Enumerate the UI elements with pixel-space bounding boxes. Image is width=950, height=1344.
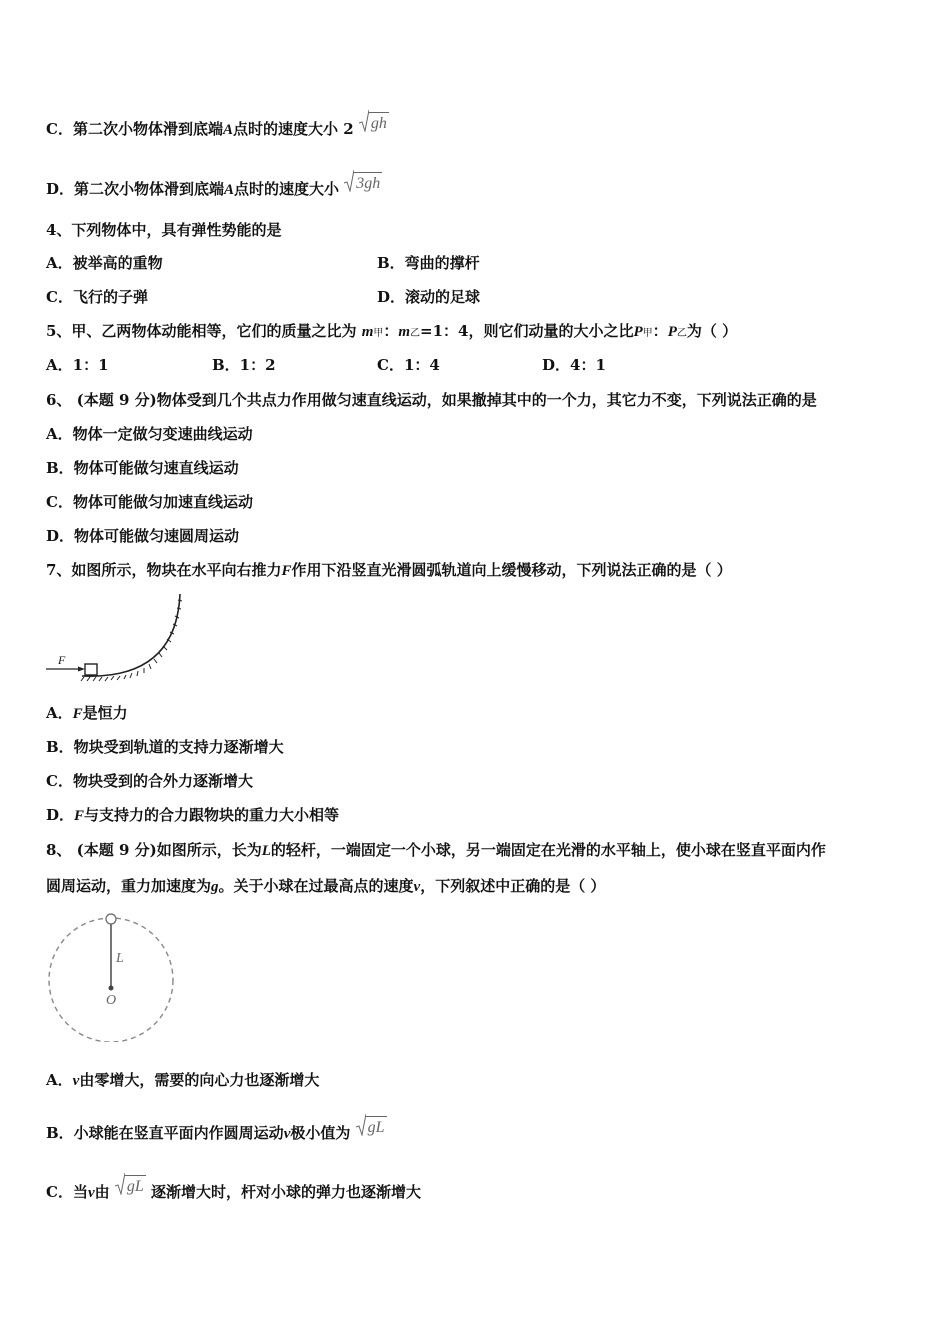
stem-text: ，下列叙述中正确的是（ ） bbox=[420, 877, 606, 895]
q4-option-a[interactable]: A．被举高的重物 bbox=[46, 254, 163, 272]
center-label: O bbox=[106, 993, 117, 1008]
q6-stem: 6、 (本题 9 分)物体受到几个共点力作用做匀速直线运动，如果撤掉其中的一个力，其它力不变，下列说法正确的是 bbox=[46, 391, 817, 409]
option-text: 点时的速度大小 2 bbox=[232, 120, 354, 138]
colon: ： bbox=[652, 322, 668, 340]
q8-option-c[interactable] bbox=[46, 1175, 421, 1204]
q4-option-c[interactable]: C．飞行的子弹 bbox=[46, 288, 148, 306]
sqrt-radicand: gL bbox=[366, 1116, 387, 1139]
subscript: 乙 bbox=[410, 328, 421, 339]
stem-text: 作用下沿竖直光滑圆弧轨道向上缓慢移动，下列说法正确的是（ ） bbox=[291, 561, 732, 579]
q8-figure-circle bbox=[46, 908, 178, 1042]
option-text: 是恒力 bbox=[82, 704, 128, 722]
pivot bbox=[109, 986, 114, 991]
option-text: D．第二次小物体滑到底端 bbox=[46, 180, 225, 198]
q7-option-a[interactable] bbox=[46, 702, 128, 725]
q6-option-a[interactable]: A．物体一定做匀变速曲线运动 bbox=[46, 425, 253, 443]
velocity-symbol: v bbox=[72, 1073, 80, 1089]
mass-symbol: m bbox=[361, 324, 374, 340]
arrow-head-icon bbox=[78, 667, 85, 672]
q7-option-d[interactable] bbox=[46, 804, 339, 827]
mass-symbol: m bbox=[398, 324, 411, 340]
option-text: B．小球能在竖直平面内作圆周运动 bbox=[46, 1124, 284, 1142]
q5-stem bbox=[46, 320, 737, 345]
q8-option-a[interactable] bbox=[46, 1069, 319, 1092]
subscript: 乙 bbox=[676, 328, 687, 339]
option-text: D． bbox=[46, 806, 75, 824]
stem-text: 。关于小球在过最高点的速度 bbox=[218, 877, 414, 895]
option-text: A． bbox=[46, 1071, 73, 1089]
stem-text: 8、 (本题 9 分)如图所示，长为 bbox=[46, 841, 262, 859]
stem-text: 7、如图所示，物块在水平向右推力 bbox=[46, 561, 282, 579]
option-text: 极小值为 bbox=[290, 1124, 351, 1142]
q7-option-b[interactable]: B．物块受到轨道的支持力逐渐增大 bbox=[46, 738, 284, 756]
colon: ： bbox=[383, 322, 399, 340]
sqrt-expression bbox=[356, 1116, 387, 1139]
option-text: 与支持力的合力跟物块的重力大小相等 bbox=[84, 806, 340, 824]
radical-sign-icon bbox=[115, 1173, 125, 1195]
q5-option-c[interactable]: C．1：4 bbox=[377, 356, 440, 374]
q5-option-b[interactable]: B．1：2 bbox=[212, 356, 276, 374]
option-text: A． bbox=[46, 704, 73, 722]
q6-option-c[interactable]: C．物体可能做匀加速直线运动 bbox=[46, 493, 253, 511]
rod-length-label: L bbox=[116, 951, 124, 966]
stem-text: 的轻杆，一端固定一个小球，另一端固定在光滑的水平轴上，使小球在竖直平面内作 bbox=[270, 841, 826, 859]
q8-stem-line2 bbox=[46, 875, 605, 898]
option-text: C．当 bbox=[46, 1183, 88, 1201]
stem-text: 5、甲、乙两物体动能相等，它们的质量之比为 bbox=[46, 322, 357, 340]
option-text: 由零增大，需要的向心力也逐渐增大 bbox=[79, 1071, 320, 1089]
force-symbol: F bbox=[74, 808, 85, 824]
point-symbol: A bbox=[222, 122, 233, 138]
q7-option-c[interactable]: C．物块受到的合外力逐渐增大 bbox=[46, 772, 253, 790]
sqrt-radicand: 3gh bbox=[354, 172, 382, 195]
ball bbox=[106, 914, 116, 924]
block bbox=[85, 664, 97, 675]
sqrt-expression bbox=[344, 172, 382, 195]
sqrt-expression bbox=[115, 1175, 146, 1198]
force-label: F bbox=[58, 653, 66, 667]
option-text: C．第二次小物体滑到底端 bbox=[46, 120, 223, 138]
sqrt-radicand: gh bbox=[369, 112, 389, 135]
q4-option-b[interactable]: B．弯曲的撑杆 bbox=[377, 254, 480, 272]
radical-sign-icon bbox=[356, 1114, 366, 1136]
momentum-symbol: P bbox=[667, 324, 677, 340]
q8-option-b[interactable] bbox=[46, 1116, 387, 1145]
q4-stem: 4、下列物体中，具有弹性势能的是 bbox=[46, 221, 282, 239]
momentum-symbol: P bbox=[633, 324, 643, 340]
q3-option-d[interactable] bbox=[46, 172, 382, 201]
q4-option-d[interactable]: D．滚动的足球 bbox=[377, 288, 481, 306]
q7-stem bbox=[46, 559, 732, 582]
sqrt-expression bbox=[359, 112, 389, 135]
option-text: 点时的速度大小 bbox=[234, 180, 340, 198]
q6-option-d[interactable]: D．物体可能做匀速圆周运动 bbox=[46, 527, 240, 545]
q3-option-c[interactable] bbox=[46, 112, 389, 141]
velocity-symbol: v bbox=[283, 1126, 291, 1142]
q6-option-b[interactable]: B．物体可能做匀速直线运动 bbox=[46, 459, 239, 477]
option-text: 逐渐增大时，杆对小球的弹力也逐渐增大 bbox=[151, 1183, 422, 1201]
stem-text: =1：4，则它们动量的大小之比 bbox=[420, 322, 634, 340]
radical-sign-icon bbox=[344, 170, 354, 192]
force-symbol: F bbox=[72, 706, 83, 722]
q5-option-a[interactable]: A．1：1 bbox=[46, 356, 109, 374]
length-symbol: L bbox=[261, 843, 271, 859]
q8-stem-line1 bbox=[46, 839, 826, 862]
point-symbol: A bbox=[224, 182, 235, 198]
q5-option-d[interactable]: D．4：1 bbox=[542, 356, 606, 374]
stem-text: 圆周运动，重力加速度为 bbox=[46, 877, 212, 895]
option-text: 由 bbox=[94, 1183, 110, 1201]
force-symbol: F bbox=[281, 563, 292, 579]
velocity-symbol: v bbox=[413, 879, 421, 895]
gravity-symbol: g bbox=[211, 879, 219, 895]
q7-figure-arc-track bbox=[44, 592, 194, 684]
stem-text: 为（ ） bbox=[686, 322, 738, 340]
velocity-symbol: v bbox=[87, 1185, 95, 1201]
sqrt-radicand: gL bbox=[125, 1175, 146, 1198]
subscript: 甲 bbox=[373, 328, 384, 339]
radical-sign-icon bbox=[359, 110, 369, 132]
subscript: 甲 bbox=[642, 328, 653, 339]
